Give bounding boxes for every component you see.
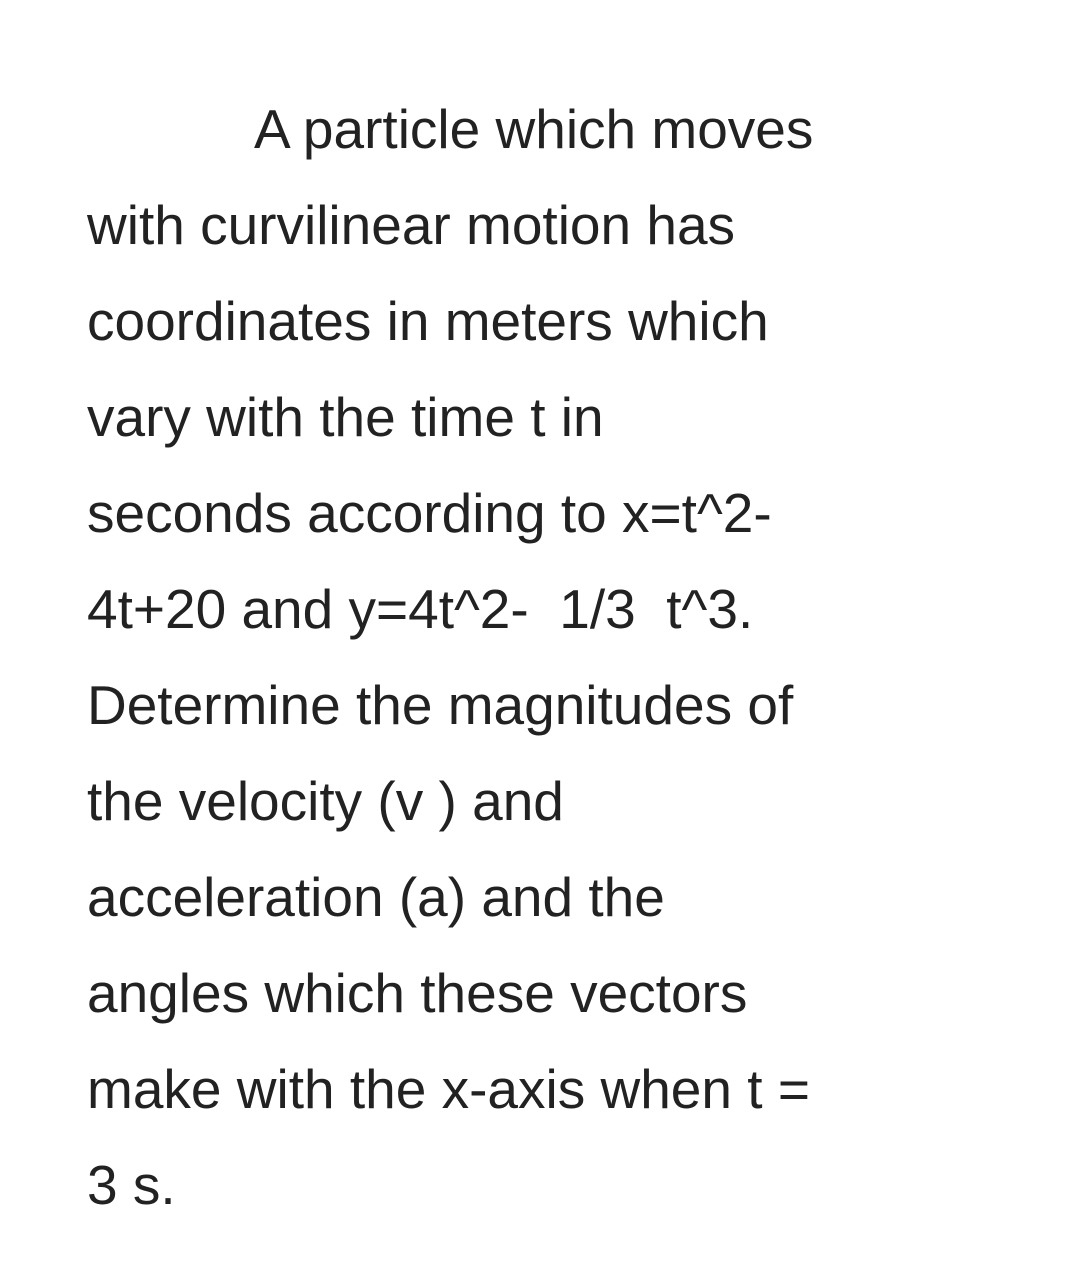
problem-line-5: seconds according to x=t^2- bbox=[87, 482, 772, 544]
problem-line-8: the velocity (v ) and bbox=[87, 770, 564, 832]
problem-line-4: vary with the time t in bbox=[87, 386, 604, 448]
problem-line-2: with curvilinear motion has bbox=[87, 194, 736, 256]
problem-line-9: acceleration (a) and the bbox=[87, 866, 665, 928]
problem-line-11: make with the x-axis when t = bbox=[87, 1058, 810, 1120]
problem-line-10: angles which these vectors bbox=[87, 962, 748, 1024]
problem-line-6: 4t+20 and y=4t^2- 1/3 t^3. bbox=[87, 578, 754, 640]
problem-line-7: Determine the magnitudes of bbox=[87, 674, 794, 736]
problem-line-12: 3 s. bbox=[87, 1154, 176, 1216]
problem-line-3: coordinates in meters which bbox=[87, 290, 769, 352]
problem-statement bbox=[87, 88, 1047, 1240]
problem-line-1: A particle which moves bbox=[254, 98, 814, 160]
